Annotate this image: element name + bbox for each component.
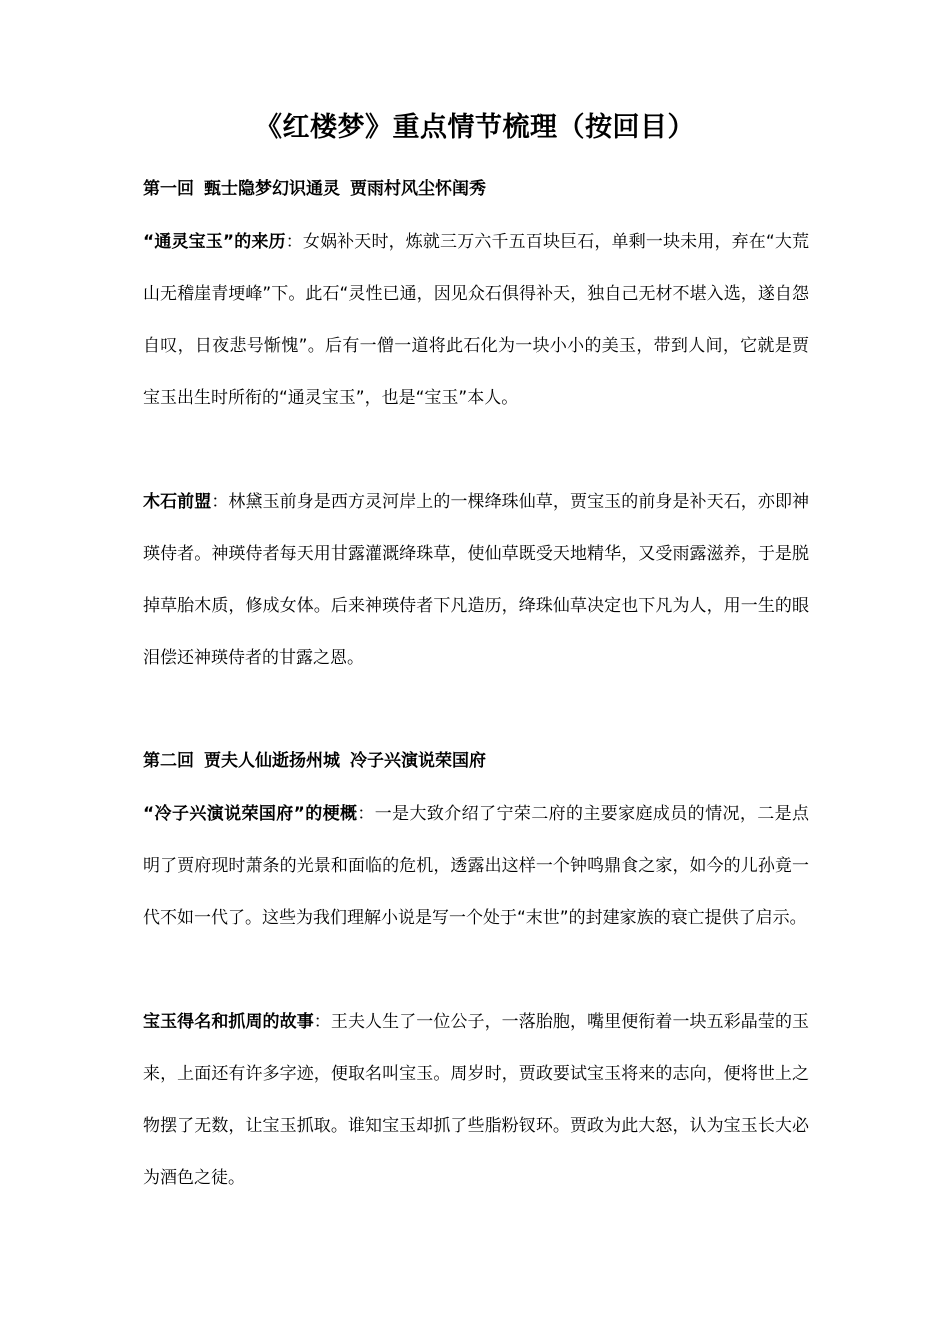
plot-point-term: “通灵宝玉”的来历 (143, 232, 286, 252)
plot-point-text: 一是大致介绍了宁荣二府的主要家庭成员的情况，二是点明了贾府现时萧条的光景和面临的危机，透露出这样一个钟鸣鼎食之家，如今的儿孙竟一代不如一代了。这些为我们理解小说是写一个处于“末世”的封建家族的衰亡提供了启示。 (143, 804, 809, 928)
plot-point-text: 王夫人生了一位公子，一落胎胞，嘴里便衔着一块五彩晶莹的玉来，上面还有许多字迹，便取名叫宝玉。周岁时，贾政要试宝玉将来的志向，便将世上之物摆了无数，让宝玉抓取。谁知宝玉却抓了些脂粉钗环。贾政为此大怒，认为宝玉长大必为酒色之徒。 (143, 1012, 810, 1188)
plot-point-paragraph (143, 476, 809, 684)
plot-point-paragraph (143, 216, 809, 424)
document-title: 《红楼梦》重点情节梳理（按回目） (255, 112, 695, 143)
plot-point-term: 宝玉得名和抓周的故事 (143, 1012, 314, 1032)
plot-point-paragraph (143, 996, 809, 1204)
plot-point-paragraph (143, 788, 809, 944)
chapter-title-first-line: 贾夫人仙逝扬州城 (204, 751, 340, 771)
plot-point-separator: ： (357, 804, 375, 824)
plot-point-separator: ： (285, 232, 303, 252)
chapter-number: 第二回 (143, 751, 194, 771)
chapter-title-second-line: 贾雨村风尘怀闺秀 (350, 179, 486, 199)
plot-point-separator: ： (313, 1012, 331, 1032)
plot-point-term: “冷子兴演说荣国府”的梗概 (143, 804, 358, 824)
chapter-number: 第一回 (143, 179, 194, 199)
plot-point-text: 林黛玉前身是西方灵河岸上的一棵绛珠仙草，贾宝玉的前身是补天石，亦即神瑛侍者。神瑛侍者每天用甘露灌溉绛珠草，使仙草既受天地精华，又受雨露滋养，于是脱掉草胎木质，修成女体。后来神瑛侍者下凡造历，绛珠仙草决定也下凡为人，用一生的眼泪偿还神瑛侍者的甘露之恩。 (143, 492, 810, 668)
chapter-heading (143, 175, 823, 203)
plot-point-text: 女娲补天时，炼就三万六千五百块巨石，单剩一块未用，弃在“大荒山无稽崖青埂峰”下。此石“灵性已通，因见众石俱得补天，独自己无材不堪入选，遂自怨自叹，日夜悲号惭愧”。后有一僧一道将此石化为一块小小的美玉，带到人间，它就是贾宝玉出生时所衔的“通灵宝玉”，也是“宝玉”本人。 (143, 232, 809, 408)
plot-point-term: 木石前盟 (143, 492, 212, 512)
plot-point-separator: ： (211, 492, 229, 512)
chapter-title-second-line: 冷子兴演说荣国府 (350, 751, 486, 771)
chapter-title-first-line: 甄士隐梦幻识通灵 (204, 179, 340, 199)
chapter-heading (143, 747, 823, 775)
